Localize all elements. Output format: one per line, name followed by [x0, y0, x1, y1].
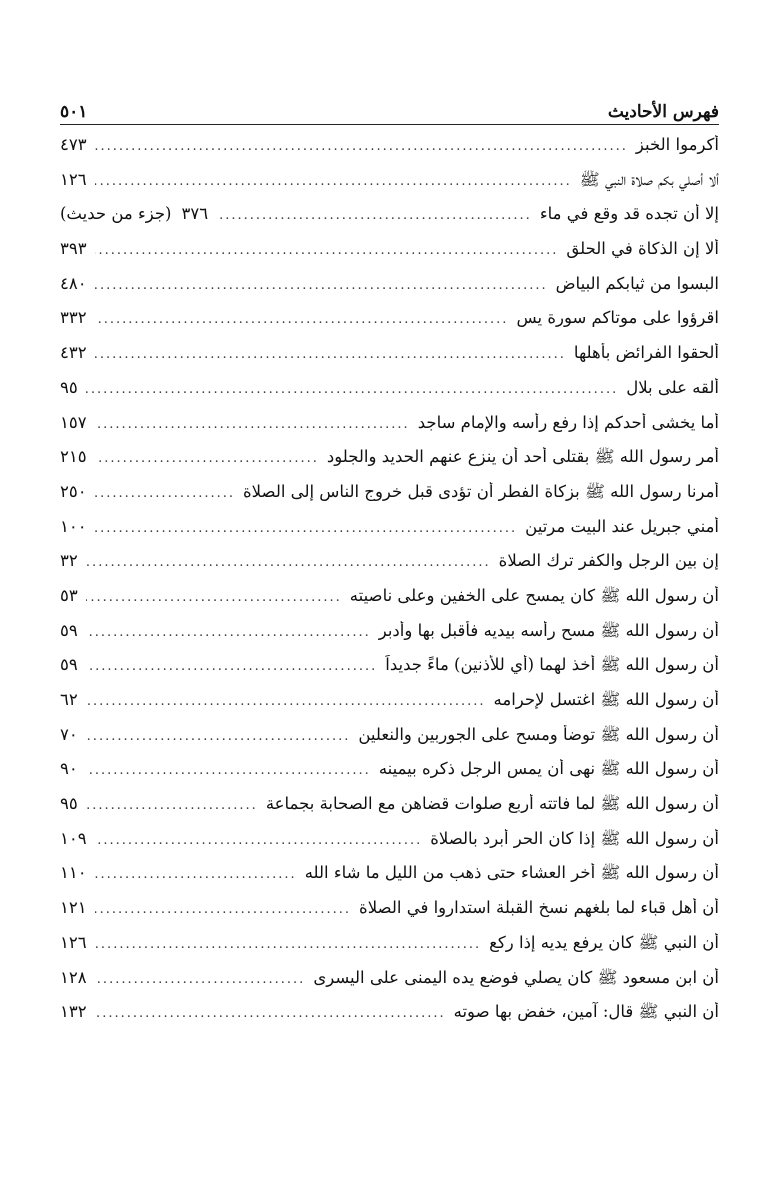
hadith-text: أن رسول الله ﷺ إذا كان الحر أبرد بالصلاة	[430, 828, 719, 848]
leader-dots	[86, 625, 371, 640]
entry-page-number: ٩٥	[60, 794, 78, 814]
entry-page-number: ٦٢	[60, 690, 78, 709]
hadith-text: أن رسول الله ﷺ كان يمسح على الخفين وعلى ناصيته	[349, 585, 719, 605]
entry-page-number: ١٠٩	[60, 828, 87, 848]
leader-dots	[95, 521, 518, 536]
running-title: فهرس الأحاديث	[607, 102, 719, 122]
index-entry	[60, 239, 719, 274]
entry-page-number: ٧٠	[60, 724, 78, 744]
entry-page-number: ٥٩	[60, 620, 78, 640]
leader-dots	[95, 139, 628, 154]
index-entry	[60, 933, 719, 968]
entry-page-number: ٤٧٣	[60, 135, 87, 154]
entry-page-number: ٩٥	[60, 377, 78, 397]
entry-page-number: ٣٢	[60, 551, 78, 571]
hadith-text: اقرؤوا على موتاكم سورة يس	[516, 308, 719, 328]
entry-page-number: ٤٨٠	[60, 273, 87, 293]
index-entry	[60, 655, 719, 690]
hadith-text: أن رسول الله ﷺ نهى أن يمس الرجل ذكره بيمينه	[378, 759, 719, 779]
hadith-text: أمرنا رسول الله ﷺ بزكاة الفطر أن تؤدى قبل خروج الناس إلى الصلاة	[243, 481, 719, 501]
leader-dots	[86, 694, 486, 709]
entry-page-number: ٣٣٢	[60, 308, 87, 328]
hadith-text: أكرموا الخبز	[635, 135, 719, 154]
index-entry	[60, 343, 719, 378]
leader-dots	[86, 555, 491, 570]
leader-dots	[86, 590, 342, 605]
hadith-text: أن النبي ﷺ كان يرفع يديه إذا ركع	[489, 932, 719, 952]
hadith-text: أن النبي ﷺ قال: آمين، خفض بها صوته	[453, 1002, 719, 1022]
hadith-text: أن رسول الله ﷺ اغتسل لإحرامه	[493, 690, 719, 709]
leader-dots	[95, 278, 548, 293]
hadith-text: ألا أصلي بكم صلاة النبي ﷺ	[579, 169, 719, 189]
index-entry	[60, 829, 719, 864]
hadith-text: ألا إن الذكاة في الحلق	[566, 239, 719, 259]
leader-dots	[86, 763, 371, 778]
index-entry	[60, 794, 719, 829]
index-entry	[60, 621, 719, 656]
leader-dots	[95, 1006, 446, 1021]
entry-note: (جزء من حديث)	[60, 204, 172, 224]
index-entry	[60, 482, 719, 517]
page-header	[60, 90, 719, 125]
leader-dots	[95, 867, 297, 882]
index-entry	[60, 551, 719, 586]
hadith-text: أن رسول الله ﷺ لما فاتته أربع صلوات قضاهن مع الصحابة بجماعة	[265, 794, 719, 814]
index-entry	[60, 1002, 719, 1037]
leader-dots	[95, 347, 566, 362]
hadith-text: أن رسول الله ﷺ مسح رأسه بيديه فأقبل بها وأدبر	[378, 620, 719, 640]
leader-dots	[95, 174, 572, 189]
entry-page-number: ١٥٧	[60, 412, 87, 432]
entry-page-number: ١٢٦	[60, 932, 87, 952]
hadith-text: أن رسول الله ﷺ أخر العشاء حتى ذهب من الليل ما شاء الله	[304, 863, 719, 883]
hadith-text: أمر رسول الله ﷺ بقتلى أحد أن ينزع عنهم الحديد والجلود	[326, 447, 719, 467]
page-number: ٥٠١	[60, 102, 88, 122]
entry-page-number: ١٢٦	[60, 169, 87, 189]
entry-page-number: ٩٠	[60, 759, 78, 779]
index-entry	[60, 898, 719, 933]
entry-page-number: ٥٣	[60, 585, 78, 605]
entry-page-number: ١٠٠	[60, 516, 87, 536]
entry-page-number: ٢٥٠	[60, 481, 87, 501]
hadith-text: أن أهل قباء لما بلغهم نسخ القبلة استداروا في الصلاة	[359, 898, 719, 918]
leader-dots	[86, 382, 618, 397]
index-entry	[60, 170, 719, 205]
index-entry	[60, 413, 719, 448]
index-entry	[60, 759, 719, 794]
hadith-text: أن ابن مسعود ﷺ كان يصلي فوضع يده اليمنى على اليسرى	[313, 967, 719, 987]
index-entry	[60, 447, 719, 482]
leader-dots	[95, 451, 319, 466]
hadith-text: أن رسول الله ﷺ أخذ لهما (أي للأذنين) ماءً جديداً	[385, 655, 719, 675]
leader-dots	[95, 972, 306, 987]
index-entry	[60, 378, 719, 413]
leader-dots	[86, 798, 258, 813]
entry-page-number: ٣٧٦	[181, 204, 209, 224]
index-entry	[60, 274, 719, 309]
entry-page-number: ١١٠	[60, 863, 87, 883]
leader-dots	[216, 208, 532, 223]
entry-page-number: ١٢٨	[60, 967, 87, 987]
entry-page-number: ٥٩	[60, 655, 78, 675]
entry-page-number: ١٢١	[60, 898, 87, 918]
index-entry	[60, 586, 719, 621]
leader-dots	[95, 243, 559, 258]
leader-dots	[95, 312, 509, 327]
leader-dots	[95, 937, 482, 952]
hadith-text: إن بين الرجل والكفر ترك الصلاة	[498, 551, 719, 571]
leader-dots	[95, 902, 351, 917]
leader-dots	[95, 486, 235, 501]
index-entry	[60, 690, 719, 725]
index-entry	[60, 725, 719, 760]
entry-page-number: ٤٣٢	[60, 343, 87, 363]
hadith-text: ألحقوا الفرائض بأهلها	[573, 343, 719, 363]
leader-dots	[86, 729, 351, 744]
hadith-text: إلا أن تجده قد وقع في ماء	[539, 204, 719, 224]
index-entry	[60, 863, 719, 898]
hadith-text: أما يخشى أحدكم إذا رفع رأسه والإمام ساجد	[417, 412, 719, 432]
hadith-index-list	[60, 135, 719, 1037]
hadith-text: أمني جبريل عند البيت مرتين	[525, 516, 719, 536]
hadith-text: ألقه على بلال	[626, 377, 719, 397]
index-entry	[60, 968, 719, 1003]
leader-dots	[95, 833, 423, 848]
index-entry	[60, 135, 719, 170]
index-entry	[60, 517, 719, 552]
hadith-text: البسوا من ثيابكم البياض	[555, 273, 719, 293]
leader-dots	[95, 417, 410, 432]
entry-page-number: ٣٩٣	[60, 239, 87, 259]
leader-dots	[86, 659, 378, 674]
hadith-text: أن رسول الله ﷺ توضأ ومسح على الجوربين والنعلين	[358, 724, 719, 744]
entry-page-number: ١٣٢	[60, 1002, 87, 1022]
entry-page-number: ٢١٥	[60, 447, 87, 467]
index-entry	[60, 204, 719, 239]
index-entry	[60, 308, 719, 343]
